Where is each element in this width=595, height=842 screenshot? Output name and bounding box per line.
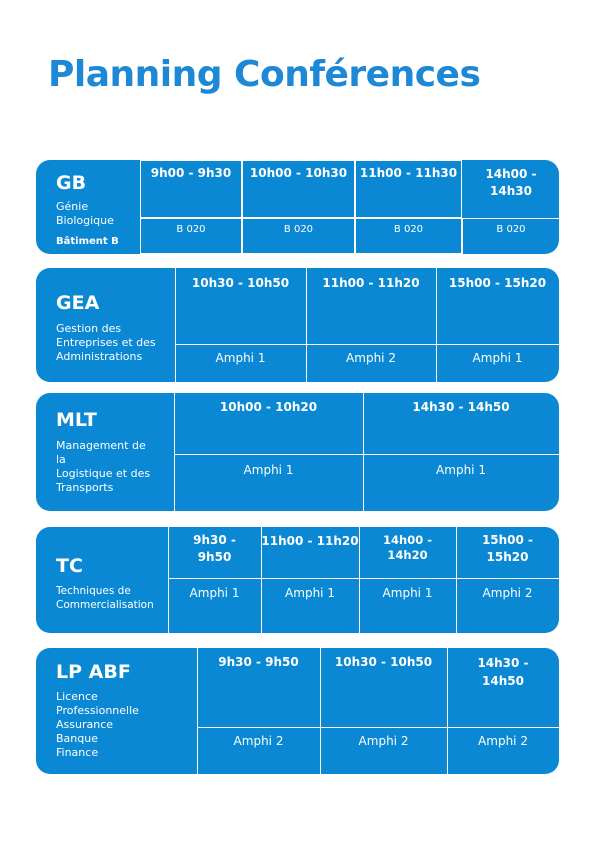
program-description: Management de la Logistique et des Transports	[56, 439, 151, 494]
program-code: MLT	[56, 409, 97, 431]
program-description: Génie Biologique	[56, 200, 114, 227]
program-card-tc	[36, 527, 559, 633]
room-label: Amphi 1	[285, 586, 335, 600]
divider	[168, 578, 559, 579]
timeslot-label: 14h30 - 14h50	[412, 400, 510, 414]
timeslot-label: 11h00 - 11h20	[261, 534, 359, 548]
room-label: Amphi 2	[233, 734, 284, 748]
timeslot-label: 11h00 - 11h30	[359, 166, 458, 180]
room-label: B 020	[176, 224, 206, 235]
timeslot-label: 10h00 - 10h20	[219, 400, 318, 414]
timeslot-label: 15h00 - 15h20	[448, 276, 547, 290]
room-label: Amphi 2	[358, 734, 409, 748]
room-label: Amphi 1	[189, 586, 240, 600]
building-label: Bâtiment B	[56, 236, 119, 247]
room-label: Amphi 1	[436, 463, 486, 477]
timeslot-label: 11h00 - 11h20	[322, 276, 420, 290]
program-card-mlt	[36, 393, 559, 511]
program-card-gb	[36, 160, 559, 254]
program-code: TC	[56, 555, 83, 577]
page-title: Planning Conférences	[48, 54, 481, 95]
room-label: Amphi 2	[346, 351, 396, 365]
room-label: Amphi 1	[382, 586, 433, 600]
program-description: Licence Professionnelle Assurance Banque Finance	[56, 690, 139, 759]
timeslot-label: 9h30 - 9h50	[193, 533, 236, 564]
program-code: GB	[56, 172, 87, 194]
divider	[174, 454, 559, 455]
timeslot-label: 14h00 - 14h20	[383, 533, 432, 562]
room-label: Amphi 1	[472, 351, 523, 365]
timeslot-label: 10h30 - 10h50	[334, 655, 433, 669]
divider	[175, 344, 559, 345]
room-label: B 020	[393, 224, 424, 235]
timeslot-label: 15h00 - 15h20	[481, 533, 534, 564]
room-label: Amphi 2	[478, 734, 528, 748]
timeslot-label: 10h30 - 10h50	[191, 276, 290, 290]
room-label: B 020	[496, 224, 526, 235]
divider	[197, 727, 559, 728]
program-code: LP ABF	[56, 661, 131, 683]
timeslot-label: 10h00 - 10h30	[249, 166, 348, 180]
program-card-gea	[36, 268, 559, 382]
program-card-lpabf	[36, 648, 559, 774]
program-description: Techniques de Commercialisation	[56, 585, 154, 611]
timeslot-label: 14h00 - 14h30	[485, 167, 537, 198]
room-label: Amphi 1	[215, 351, 266, 365]
room-label: Amphi 2	[482, 586, 533, 600]
timeslot-label: 9h30 - 9h50	[218, 655, 299, 669]
program-code: GEA	[56, 292, 100, 314]
room-label: Amphi 1	[243, 463, 294, 477]
timeslot-label: 14h30 - 14h50	[477, 656, 529, 688]
program-description: Gestion des Entreprises et des Administrations	[56, 322, 156, 363]
timeslot-label: 9h00 - 9h30	[150, 166, 232, 180]
room-label: B 020	[283, 224, 314, 235]
